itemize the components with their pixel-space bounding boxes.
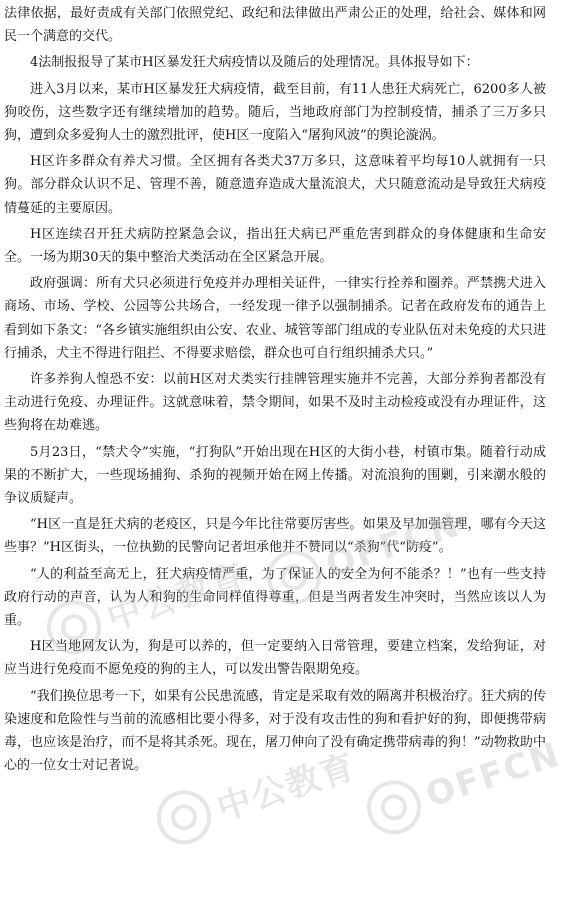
paragraph-4: H区许多群众有养犬习惯。全区拥有各类犬37万多只，这意味着平均每10人就拥有一只狗。部分群众认识不足、管理不善，随意遗弃造成大量流浪犬，犬只随意流动是导致狂犬病疫情蔓延的主要原因。: [4, 154, 546, 216]
paragraph-1: 法律依据，最好责成有关部门依照党纪、政纪和法律做出严肃公正的处理，给社会、媒体和网民一个满意的交代。: [4, 6, 546, 45]
paragraph-6: 政府强调：所有犬只必须进行免疫并办理相关证件，一律实行拴养和圈养。严禁携犬进入商场、市场、学校、公园等公共场合，一经发现一律予以强制捕杀。记者在政府发布的通告上看到如下条文：“各乡镇实施组织由公安、农业、城管等部门组成的专业队伍对未免疫的犬只进行捕杀，犬主不得进行阻拦、不得要求赔偿，群众也可自行组织捕杀犬只。”: [4, 276, 546, 361]
paragraph-9: “H区一直是狂犬病的老疫区，只是今年比往常要厉害些。如果及早加强管理，哪有今天这些事？”H区街头，一位执勤的民警向记者坦承他并不赞同以“杀狗”代“防疫”。: [4, 517, 546, 556]
watermark-brand: OFFCN: [421, 734, 566, 816]
paragraph-11: H区当地网友认为，狗是可以养的，但一定要纳入日常管理，要建立档案，发给狗证，对应当进行免疫而不愿免疫的狗的主人，可以发出警告限期免疫。: [4, 639, 546, 678]
paragraph-8: 5月23日，“禁犬令”实施，“打狗队”开始出现在H区的大街小巷，村镇市集。随着行动成果的不断扩大，一些现场捕狗、杀狗的视频开始在网上传播。对流浪狗的围剿，引来潮水般的争议质疑声。: [4, 444, 546, 507]
watermark-text: 中公教育: [212, 746, 362, 829]
watermark-brand: OFFCN: [321, 504, 466, 586]
paragraph-2: 4法制报报导了某市H区暴发狂犬病疫情以及随后的处理情况。具体报导如下：: [30, 55, 479, 71]
paragraph-10: “人的利益至高无上，狂犬病疫情严重，为了保证人的安全为何不能杀？！”也有一些支持政府行动的声音，认为人和狗的生命同样值得尊重，但是当两者发生冲突时，当然应该以人为重。: [4, 566, 546, 629]
paragraph-12: “我们换位思考一下，如果有公民患流感，肯定是采取有效的隔离并积极治疗。狂犬病的传染速度和危险性与当前的流感相比要小得多，对于没有攻击性的狗和看护好的狗，即便携带病毒，也应该是治疗，而不是将其杀死。现在，屠刀伸向了没有确定携带病毒的狗！”动物救助中心的一位女士对记者说。: [4, 688, 546, 774]
paragraph-5: H区连续召开狂犬病防控紧急会议，指出狂犬病已严重危害到群众的身体健康和生命安全。一场为期30天的集中整治犬类活动在全区紧急开展。: [4, 226, 546, 266]
paragraph-3: 进入3月以来，某市H区暴发狂犬病疫情，截至目前，有11人患狂犬病死亡，6200多人被狗咬伤，这些数字还有继续增加的趋势。随后，当地政府部门为控制疫情，捕杀了三万多只狗，遭到众多爱狗人士的激烈批评，使H区一度陷入“屠狗风波”的舆论漩涡。: [4, 81, 546, 144]
paragraph-7: 许多养狗人惶恐不安：以前H区对犬类实行挂牌管理实施并不完善，大部分养狗者都没有主动进行免疫、办理证件。这就意味着，禁令期间，如果不及时主动检疫或没有办理证件，这些狗将在劫难逃。: [4, 372, 546, 434]
watermark-text: 中公教育: [102, 556, 252, 639]
